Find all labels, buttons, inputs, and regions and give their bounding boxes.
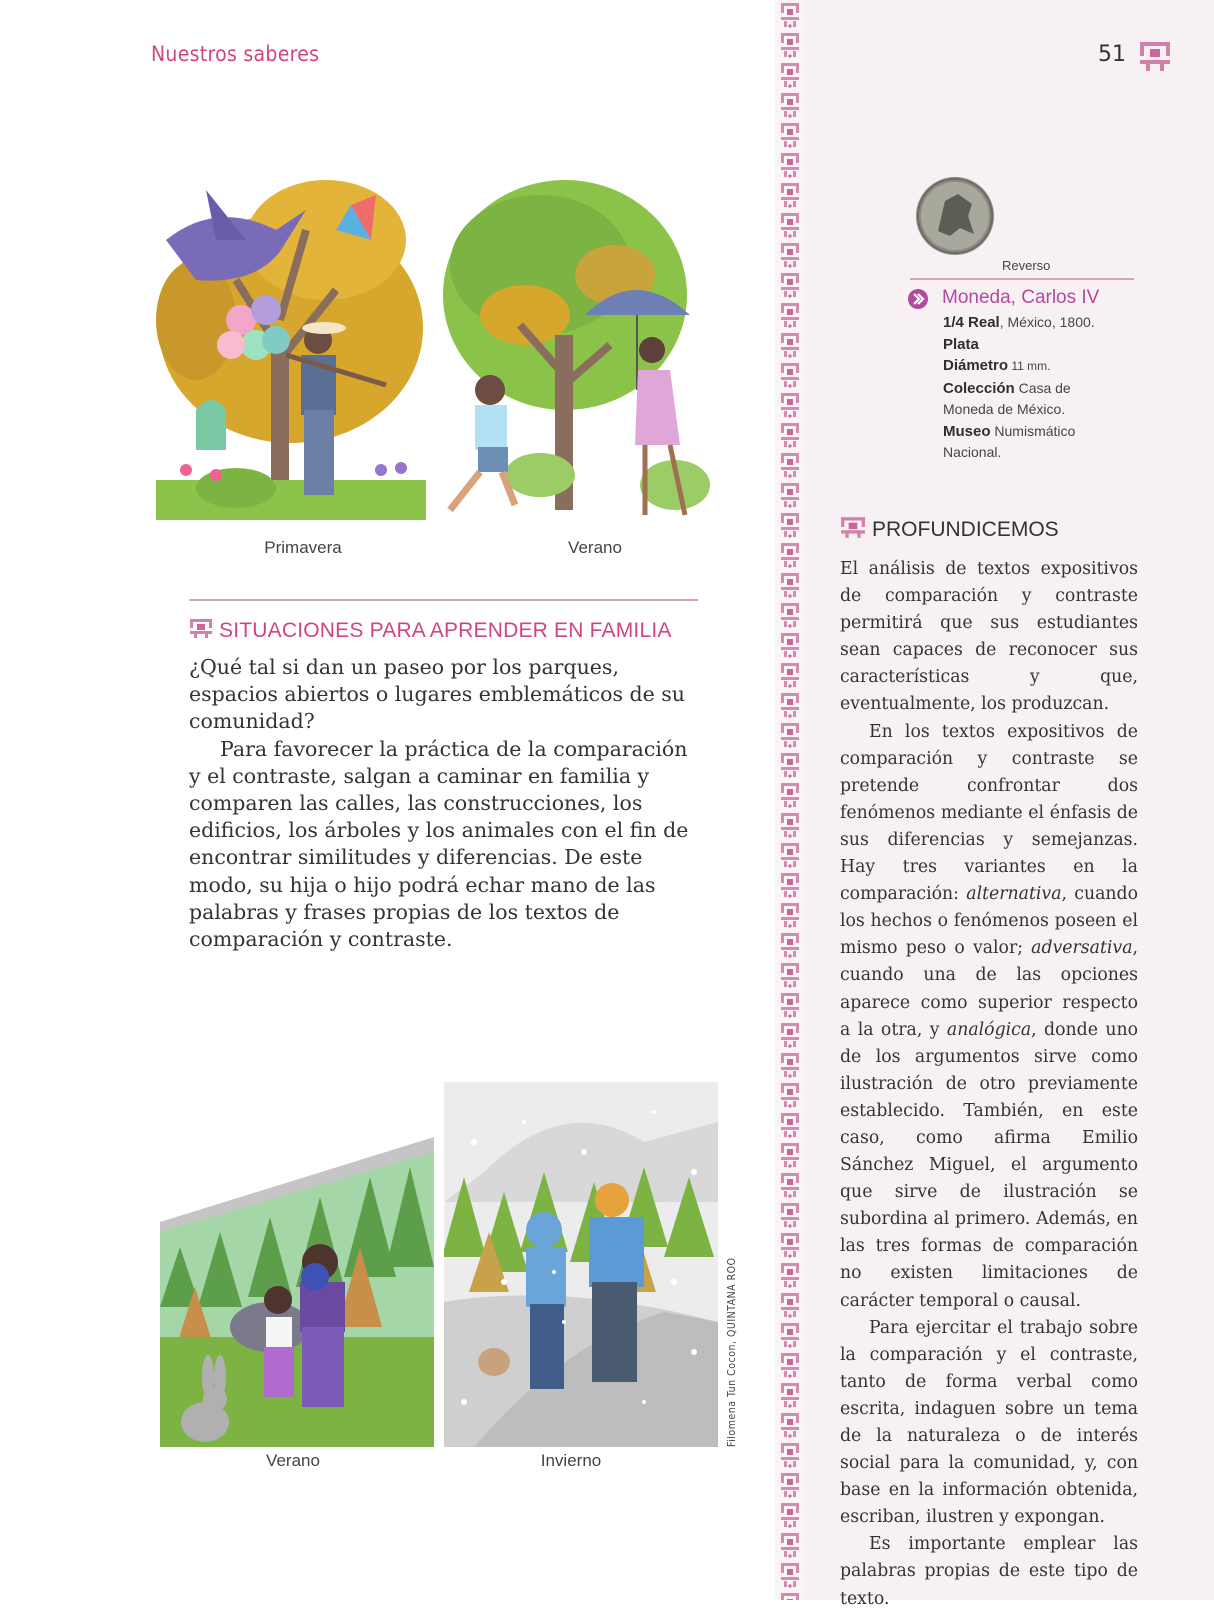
denomination-label: 1/4 Real bbox=[943, 314, 1000, 331]
coin-title: Moneda, Carlos IV bbox=[942, 287, 1100, 308]
museum-label: Museo bbox=[943, 422, 991, 440]
ornament-icon bbox=[840, 515, 866, 539]
ornamental-border bbox=[775, 0, 805, 1600]
term-analogica: analógica bbox=[946, 1019, 1032, 1040]
page-number: 51 bbox=[1098, 42, 1126, 67]
caption-verano-top: Verano bbox=[568, 538, 622, 557]
deepen-paragraph-1: El análisis de textos expositivos de comparación y contraste permitirá que sus estudiantes sean capaces de reconocer sus características y que, eventualmente, los produzcan. bbox=[840, 559, 1138, 715]
coin-details bbox=[943, 312, 1123, 464]
term-alternativa: alternativa bbox=[966, 884, 1062, 905]
running-head: Nuestros saberes bbox=[151, 42, 320, 66]
caption-primavera: Primavera bbox=[264, 538, 342, 557]
winter-forest-illustration bbox=[444, 1082, 718, 1447]
section-rule bbox=[189, 599, 698, 601]
caption-verano-bottom: Verano bbox=[266, 1451, 320, 1470]
deepen-body bbox=[840, 556, 1138, 1613]
coin-side-label: Reverso bbox=[1002, 258, 1051, 273]
coin-image bbox=[900, 176, 1010, 256]
deepen-p2-text-b: , cuando los hechos o fenómenos poseen el mismo peso o valor; bbox=[840, 884, 1138, 959]
summer-illustration bbox=[430, 175, 720, 530]
family-heading-text: SITUACIONES PARA APRENDER EN FAMILIA bbox=[219, 619, 672, 642]
diameter-label: Diámetro bbox=[943, 357, 1009, 374]
collection-label: Colección bbox=[943, 379, 1015, 397]
family-section-heading bbox=[189, 617, 672, 643]
family-paragraph-2: Para favorecer la práctica de la comparación y el contraste, salgan a caminar en familia y comparen las calles, las construcciones, los edificios, los árboles y los animales con el fin de encontrar similitudes y diferencias. De este modo, su hija o hijo podrá echar mano de las palabras y frases propias de los textos de comparación y contraste. bbox=[189, 736, 689, 952]
spring-illustration bbox=[156, 170, 426, 530]
denomination-value: , México, 1800. bbox=[999, 314, 1095, 330]
term-adversativa: adversativa bbox=[1031, 938, 1133, 959]
chevron-right-icon bbox=[907, 288, 929, 310]
illustration-credit: Filomena Tun Cocon, QUINTANA ROO bbox=[726, 1257, 738, 1447]
caption-invierno: Invierno bbox=[540, 1451, 602, 1470]
material-label: Plata bbox=[943, 335, 979, 353]
museum-value: Numismático Nacional. bbox=[943, 422, 1076, 460]
deepen-heading-text: PROFUNDICEMOS bbox=[872, 518, 1059, 541]
family-paragraph-1: ¿Qué tal si dan un paseo por los parques, espacios abiertos o lugares emblemáticos de su comunidad? bbox=[189, 655, 685, 734]
deepen-p2-text-d: , donde uno de los argumentos sirve como ilustración de otro previamente establecido. También, en este caso, como afirma Emilio Sánchez Miguel, el argumento que sirve de ilustración se subordina al primero. Además, en las tres formas de comparación no existen limitaciones de carácter temporal o causal. bbox=[840, 1019, 1138, 1311]
ornament-icon bbox=[189, 617, 213, 639]
deepen-paragraph-3: Para ejercitar el trabajo sobre la comparación y el contraste, tanto de forma verbal como escrita, indaguen sobre un tema de la naturaleza o de interés social para la comunidad, y, con base en la información obtenida, escriban, ilustren y expongan. bbox=[840, 1317, 1138, 1528]
diameter-value: 11 mm. bbox=[1008, 359, 1051, 373]
family-body bbox=[189, 654, 697, 953]
summer-forest-illustration bbox=[160, 1137, 434, 1447]
ornament-icon bbox=[1137, 38, 1173, 74]
deepen-paragraph-2 bbox=[840, 719, 1138, 1315]
collection-value: Casa de Moneda de México. bbox=[943, 379, 1071, 417]
deepen-p2-text-c: , cuando una de las opciones aparece como superior respecto a la otra, y bbox=[840, 938, 1138, 1040]
deepen-p2-text-a: En los textos expositivos de comparación y contraste se pretende confrontar dos fenómenos mediante el énfasis de sus diferencias y semejanzas. Hay tres variantes en la comparación: bbox=[840, 721, 1138, 905]
deepen-paragraph-4: Es importante emplear las palabras propias de este tipo de texto. bbox=[840, 1534, 1138, 1609]
deepen-section-heading bbox=[840, 515, 1059, 542]
coin-rule bbox=[910, 278, 1134, 280]
